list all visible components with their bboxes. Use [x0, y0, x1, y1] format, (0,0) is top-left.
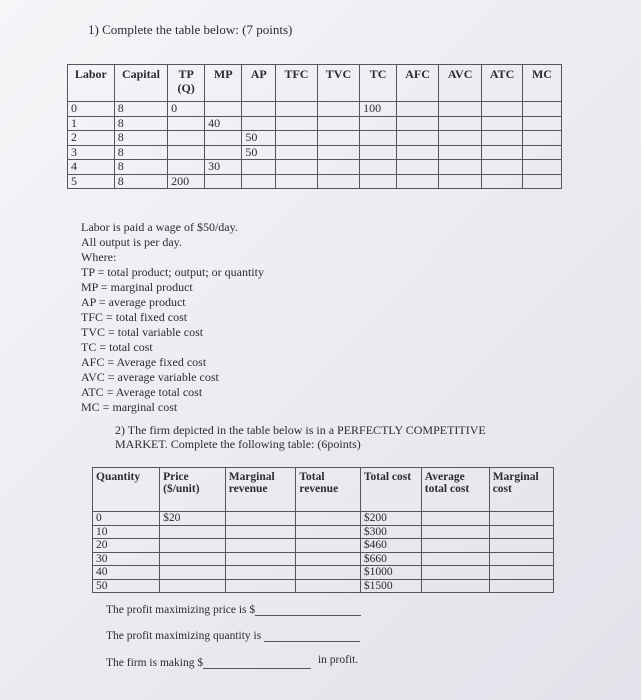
- table-cell: $460: [360, 539, 421, 553]
- table-cell: 8: [114, 102, 167, 117]
- table-cell[interactable]: [160, 579, 226, 593]
- table-cell: $200: [360, 512, 421, 526]
- answer-blank[interactable]: [255, 615, 361, 616]
- table-cell[interactable]: [489, 525, 553, 539]
- table-cell[interactable]: [482, 174, 523, 189]
- table-cell[interactable]: [522, 102, 561, 117]
- table-cell[interactable]: [296, 525, 360, 539]
- definitions-notes: [81, 220, 264, 415]
- table-cell: 50: [93, 579, 160, 593]
- table-row: [68, 160, 562, 175]
- table-cell[interactable]: [160, 525, 226, 539]
- table-cell[interactable]: [360, 174, 397, 189]
- table-cell[interactable]: [522, 174, 561, 189]
- table-cell[interactable]: [205, 145, 242, 160]
- table-cell[interactable]: [421, 512, 489, 526]
- table-row: [93, 552, 554, 566]
- column-header: AP: [242, 65, 276, 102]
- column-header: MC: [522, 65, 561, 102]
- column-header: ATC: [482, 65, 523, 102]
- column-header: MP: [205, 65, 242, 102]
- table-cell[interactable]: [317, 102, 359, 117]
- table-cell[interactable]: [168, 116, 205, 131]
- note-line: TP = total product; output; or quantity: [81, 265, 264, 279]
- table-cell: 8: [114, 116, 167, 131]
- table-cell[interactable]: [276, 174, 318, 189]
- answer-blank[interactable]: [264, 641, 360, 642]
- table-cell[interactable]: [205, 174, 242, 189]
- table-cell[interactable]: [489, 539, 553, 553]
- table-cell[interactable]: [225, 512, 296, 526]
- table-cell[interactable]: [482, 102, 523, 117]
- table-cell[interactable]: [168, 145, 205, 160]
- question-text: The firm is making $: [106, 657, 204, 669]
- column-header: Total revenue: [296, 468, 360, 512]
- table-cell: 200: [168, 174, 205, 189]
- table-cell[interactable]: [276, 131, 318, 146]
- note-line: MP = marginal product: [81, 280, 193, 294]
- table-row: [68, 131, 562, 146]
- table-cell[interactable]: [360, 116, 397, 131]
- table-cell[interactable]: [421, 552, 489, 566]
- table-cell[interactable]: [360, 145, 397, 160]
- note-line: MC = marginal cost: [81, 400, 178, 414]
- table-cell[interactable]: [489, 512, 553, 526]
- table-cell[interactable]: [522, 116, 561, 131]
- table-cell: 20: [93, 539, 160, 553]
- table-cell[interactable]: [489, 566, 553, 580]
- table-cell[interactable]: [168, 131, 205, 146]
- table-cell[interactable]: [317, 160, 359, 175]
- table-cell[interactable]: [296, 512, 360, 526]
- table-cell[interactable]: [225, 525, 296, 539]
- note-line: AFC = Average fixed cost: [81, 355, 207, 369]
- table-cell: $1000: [360, 566, 421, 580]
- table-cell[interactable]: [276, 145, 318, 160]
- note-line: TVC = total variable cost: [81, 325, 204, 339]
- table-cell[interactable]: [160, 566, 226, 580]
- table-row: [93, 525, 554, 539]
- table-cell[interactable]: [397, 116, 439, 131]
- question-suffix: in profit.: [317, 654, 359, 666]
- table-cell[interactable]: [205, 131, 242, 146]
- table-cell[interactable]: [296, 539, 360, 553]
- column-header: TP (Q): [168, 65, 205, 102]
- table-cell[interactable]: [242, 174, 276, 189]
- table-cell[interactable]: [360, 160, 397, 175]
- table-cell[interactable]: [296, 579, 360, 593]
- table-cell: 50: [242, 131, 276, 146]
- note-line: All output is per day.: [81, 235, 182, 249]
- note-line: ATC = Average total cost: [81, 385, 203, 399]
- column-header: Total cost: [360, 468, 421, 512]
- table-cell[interactable]: [439, 174, 482, 189]
- table-cell[interactable]: [160, 552, 226, 566]
- profit-max-quantity-question: [106, 630, 360, 642]
- table-cell[interactable]: [421, 579, 489, 593]
- table-cell: 8: [114, 160, 167, 175]
- table-cell: 0: [68, 102, 115, 117]
- table-cell: 40: [205, 116, 242, 131]
- table-row: [93, 579, 554, 593]
- table-row: [93, 566, 554, 580]
- column-header: Average total cost: [421, 468, 489, 512]
- table-cell[interactable]: [276, 102, 318, 117]
- profit-max-price-question: [106, 604, 361, 616]
- table-cell: $1500: [360, 579, 421, 593]
- table-cell: $300: [360, 525, 421, 539]
- table-row: [68, 102, 562, 117]
- table-cell[interactable]: [317, 174, 359, 189]
- table-cell[interactable]: [421, 539, 489, 553]
- column-header: Quantity: [93, 468, 160, 512]
- table-cell: 8: [114, 174, 167, 189]
- table-cell[interactable]: [397, 160, 439, 175]
- question-text: The profit maximizing price is $: [106, 604, 256, 616]
- column-header: Price ($/unit): [160, 468, 226, 512]
- table-cell: 0: [93, 512, 160, 526]
- table-cell[interactable]: [160, 539, 226, 553]
- table-cell: 100: [360, 102, 397, 117]
- question-1-title: 1) Complete the table below: (7 points): [88, 22, 293, 37]
- table-row: [93, 512, 554, 526]
- table-cell[interactable]: [360, 131, 397, 146]
- table-cell[interactable]: [168, 160, 205, 175]
- profit-question: [106, 654, 359, 669]
- note-line: AP = average product: [81, 295, 186, 309]
- table-cell[interactable]: [439, 160, 482, 175]
- table-cell[interactable]: [489, 579, 553, 593]
- table-cell[interactable]: [242, 160, 276, 175]
- column-header: TFC: [276, 65, 318, 102]
- table-header-row: [93, 468, 554, 512]
- table-cell[interactable]: [482, 145, 523, 160]
- table-cell[interactable]: [225, 539, 296, 553]
- column-header: Marginal revenue: [225, 468, 296, 512]
- column-header: TC: [360, 65, 397, 102]
- table-cell: 5: [68, 174, 115, 189]
- table-cell[interactable]: [482, 160, 523, 175]
- table-cell: 3: [68, 145, 115, 160]
- note-line: AVC = average variable cost: [81, 370, 219, 384]
- table-row: [68, 174, 562, 189]
- table-cell[interactable]: [397, 131, 439, 146]
- table-cell[interactable]: [522, 131, 561, 146]
- table-cell[interactable]: [482, 131, 523, 146]
- table-cell[interactable]: [421, 566, 489, 580]
- note-line: Where:: [81, 250, 117, 264]
- table-cell[interactable]: [522, 160, 561, 175]
- table-cell[interactable]: [522, 145, 561, 160]
- table-cell: 50: [242, 145, 276, 160]
- competitive-firm-table: [92, 467, 554, 593]
- table-cell: 30: [93, 552, 160, 566]
- table-cell: 1: [68, 116, 115, 131]
- table-cell: 4: [68, 160, 115, 175]
- table-cell[interactable]: [397, 174, 439, 189]
- column-header: TVC: [317, 65, 359, 102]
- table-cell: $660: [360, 552, 421, 566]
- table-cell: 10: [93, 525, 160, 539]
- production-cost-table: [67, 64, 562, 189]
- note-line: Labor is paid a wage of $50/day.: [81, 220, 238, 234]
- table-cell[interactable]: [317, 131, 359, 146]
- table-cell[interactable]: [317, 145, 359, 160]
- table-cell: 8: [114, 145, 167, 160]
- table-cell[interactable]: [296, 552, 360, 566]
- table-cell: 8: [114, 131, 167, 146]
- table-cell[interactable]: [397, 102, 439, 117]
- table-cell[interactable]: [439, 145, 482, 160]
- table-cell: 0: [168, 102, 205, 117]
- column-header: Labor: [68, 65, 115, 102]
- table-cell[interactable]: [421, 525, 489, 539]
- table-cell[interactable]: [276, 116, 318, 131]
- table-cell: 30: [205, 160, 242, 175]
- table-cell[interactable]: [205, 102, 242, 117]
- table-cell: $20: [160, 512, 226, 526]
- table-cell[interactable]: [225, 566, 296, 580]
- table-cell[interactable]: [242, 116, 276, 131]
- column-header: AFC: [397, 65, 439, 102]
- question-2-title: 2) The firm depicted in the table below is in a PERFECTLY COMPETITIVE MARKET. Complete the following table: (6points): [115, 423, 486, 451]
- table-cell[interactable]: [225, 552, 296, 566]
- table-cell[interactable]: [439, 102, 482, 117]
- table-row: [68, 116, 562, 131]
- table-cell[interactable]: [225, 579, 296, 593]
- table-cell[interactable]: [489, 552, 553, 566]
- table-row: [68, 145, 562, 160]
- table-cell[interactable]: [439, 116, 482, 131]
- table-cell[interactable]: [482, 116, 523, 131]
- table-cell[interactable]: [276, 160, 318, 175]
- table-cell[interactable]: [242, 102, 276, 117]
- column-header: AVC: [439, 65, 482, 102]
- table-cell: 2: [68, 131, 115, 146]
- column-header: Marginal cost: [489, 468, 553, 512]
- table-cell: 40: [93, 566, 160, 580]
- table-header-row: [68, 65, 562, 102]
- table-cell[interactable]: [317, 116, 359, 131]
- column-header: Capital: [114, 65, 167, 102]
- note-line: TC = total cost: [81, 340, 153, 354]
- note-line: TFC = total fixed cost: [81, 310, 188, 324]
- question-text: The profit maximizing quantity is: [106, 630, 262, 642]
- answer-blank[interactable]: [203, 668, 311, 669]
- table-cell[interactable]: [296, 566, 360, 580]
- table-cell[interactable]: [397, 145, 439, 160]
- table-row: [93, 539, 554, 553]
- table-cell[interactable]: [439, 131, 482, 146]
